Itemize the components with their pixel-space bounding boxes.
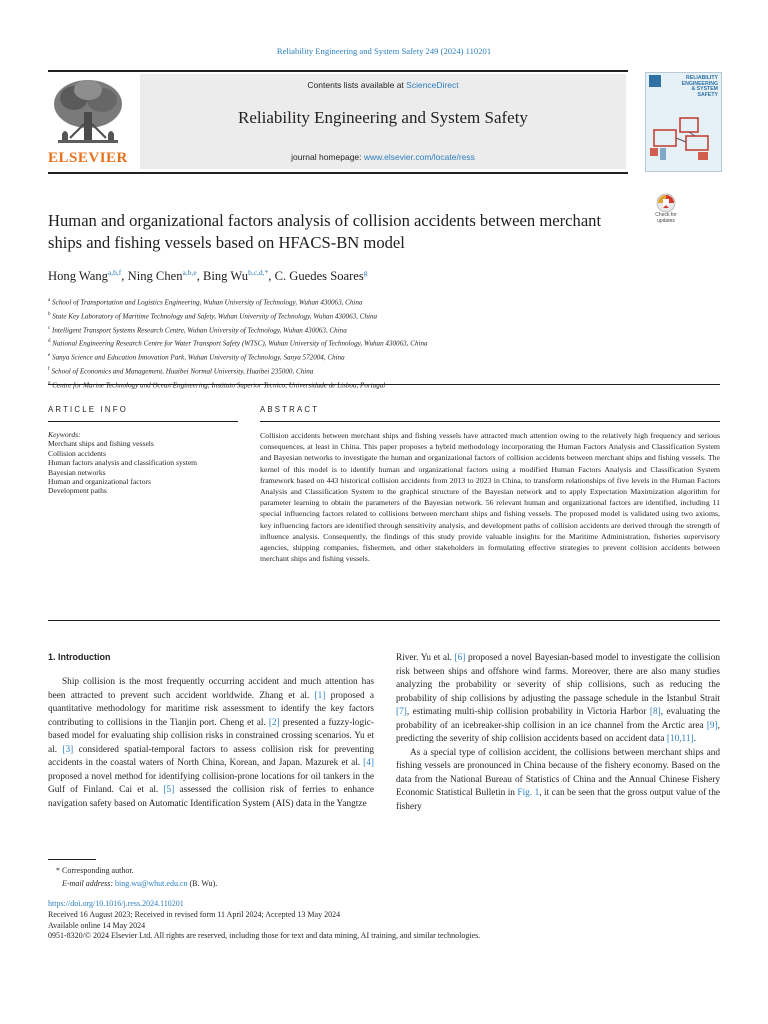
text-run: proposed a novel method for identifying collision-prone locations for oil tankers in the Gulf of Finland. Cai et al. <box>48 771 374 795</box>
keywords-block <box>48 430 238 496</box>
check-updates-icon <box>655 193 677 213</box>
citation-link[interactable]: [5] <box>163 785 175 795</box>
badge-line1: Check for <box>655 212 677 218</box>
abstract-heading: ABSTRACT <box>260 405 320 414</box>
author-separator: , <box>268 269 275 284</box>
keyword-item: Collision accidents <box>48 448 106 458</box>
footnote-email-line <box>62 878 356 891</box>
affiliation-key: e <box>48 353 51 359</box>
affiliation-item <box>48 336 648 350</box>
author-affil-link[interactable]: a,b,e <box>182 268 197 277</box>
author-name: Ning Chen <box>127 269 183 284</box>
affiliation-item <box>48 350 648 364</box>
affiliation-key: a <box>48 298 51 303</box>
keyword-item: Development paths <box>48 486 107 496</box>
text-run: . <box>693 734 696 744</box>
author-separator: , <box>196 269 203 284</box>
affiliation-item <box>48 323 648 337</box>
abstract-rule <box>260 421 720 422</box>
copyright-line: 0951-8320/© 2024 Elsevier Ltd. All rights are reserved, including those for text and data mining, AI training, and similar technologies. <box>48 931 481 941</box>
publisher-logo-text: ELSEVIER <box>48 150 128 166</box>
text-run: , it can be seen that the gross output value of the fishery <box>396 788 720 812</box>
citation-link[interactable]: [1] <box>314 690 326 701</box>
citation-link[interactable]: [6] <box>454 653 466 663</box>
affiliation-text: Intelligent Transport Systems Research Centre, Wuhan University of Technology, Wuhan 430063, China <box>52 325 347 334</box>
cover-title-line: & SYSTEM <box>691 86 718 93</box>
elsevier-tree-logo <box>48 76 128 150</box>
intro-heading: 1. Introduction <box>48 652 111 662</box>
text-run: , estimating multi-ship collision probability in Victoria Harbor <box>406 707 650 717</box>
text-run: proposed a quantitative methodology for maritime risk assessment to identify the key factors contributing to collisions in the Tianjin port. Cheng et al. <box>48 690 375 728</box>
citation-link[interactable]: [10,11] <box>666 734 694 744</box>
homepage-link[interactable]: www.elsevier.com/locate/ress <box>363 152 475 162</box>
badge-line2: updates <box>657 217 675 224</box>
affiliation-text: National Engineering Research Centre for Water Transport Safety (WTSC), Wuhan University of Technology, Wuhan 430063, China <box>52 339 428 348</box>
header-rule-top <box>48 70 628 72</box>
keyword-item: Human factors analysis and classification system <box>48 458 198 468</box>
contents-prefix: Contents lists available at <box>307 80 407 90</box>
citation-link[interactable]: [4] <box>363 758 374 768</box>
affiliation-item <box>48 364 648 378</box>
footnote-text: Corresponding author. <box>62 866 134 875</box>
cover-logo-mark <box>649 75 661 87</box>
citation-link[interactable]: [3] <box>62 744 74 755</box>
citation-link[interactable]: [2] <box>268 717 280 728</box>
figure-link[interactable]: Fig. 1 <box>517 788 540 798</box>
homepage-label: journal homepage: <box>291 152 364 162</box>
text-run: Ship collision is the most frequently occurring accident and much attention has been attracted to prevent such accident worldwide. Zhang et al. <box>48 677 374 701</box>
text-run: assessed the collision risk of ferries to enhance navigation safety based on Automatic Identification System (AIS) data in the Yangtze <box>48 785 374 809</box>
text-run: presented a fuzzy-logic-based model for evaluating ship collision risks in constrained crossing scenarios. Yu et al. <box>48 717 374 755</box>
intro-paragraph <box>396 652 720 747</box>
intro-left-column <box>48 676 374 811</box>
affiliation-key: b <box>48 311 51 317</box>
sciencedirect-link[interactable]: ScienceDirect <box>406 80 459 90</box>
author-separator: , <box>121 269 128 284</box>
affiliation-text: School of Economics and Management, Huaibei Normal University, Huaibei 235000, China <box>51 367 314 376</box>
cover-illustration <box>650 110 716 164</box>
cover-title-line: RELIABILITY <box>686 75 718 81</box>
keyword-item: Merchant ships and fishing vessels <box>48 439 154 449</box>
received-dates: Received 16 August 2023; Received in revised form 11 April 2024; Accepted 13 May 2024 <box>48 909 341 919</box>
affiliation-key: d <box>48 339 51 345</box>
author-affil-link[interactable]: b,c,d,* <box>248 268 269 277</box>
text-run: proposed a novel Bayesian-based model to investigate the collision risk between ships and offshore wind farms. Moreover, there are also many studies analyzing the probability or severity of ship collisions, such as reducing the probability of ship collisions by adjusting the passage schedule in the Istanbul Strait <box>396 653 720 704</box>
text-run: River. Yu et al. <box>396 653 455 663</box>
affiliation-item <box>48 295 648 309</box>
text-run: , evaluating the probability of an icebreaker-ship collision in an ice channel from the Arctic area <box>396 707 720 731</box>
keyword-item: Bayesian networks <box>48 467 106 477</box>
author-name: C. Guedes Soares <box>274 269 364 284</box>
intro-paragraph <box>48 676 374 811</box>
citation-link[interactable]: [8] <box>649 707 661 717</box>
cover-title-line: ENGINEERING <box>681 80 718 87</box>
email-link[interactable]: bing.wu@whut.edu.cn <box>115 878 188 888</box>
article-info-heading: ARTICLE INFO <box>48 405 128 414</box>
keywords-label: Keywords: <box>48 430 81 439</box>
article-title: Human and organizational factors analysis of collision accidents between merchant ships and fishing vessels based on HFACS-BN model <box>48 211 602 252</box>
article-meta <box>48 899 720 942</box>
affiliation-text: State Key Laboratory of Maritime Technology and Safety, Wuhan University of Technology, Wuhan 430063, China <box>52 312 378 321</box>
check-updates-badge[interactable] <box>648 193 684 227</box>
text-run: , predicting the severity of ship collision accidents based on accident data <box>396 720 720 744</box>
intro-right-column <box>396 652 720 814</box>
journal-title: Reliability Engineering and System Safety <box>238 108 528 127</box>
homepage-line <box>140 152 626 162</box>
running-header[interactable]: Reliability Engineering and System Safety 249 (2024) 110201 <box>276 46 492 56</box>
citation-link[interactable]: [7] <box>396 707 407 717</box>
affiliation-item <box>48 309 648 323</box>
text-run: considered spatial-temporal factors to assess collision risk for preventing accidents in the coastal waters of North China, Korean, and Japan. Mazurek et al. <box>48 744 374 768</box>
footnote-rule <box>48 859 96 860</box>
footnote-corresponding <box>56 865 356 878</box>
intro-paragraph <box>396 747 720 815</box>
keyword-item: Human and organizational factors <box>48 477 151 487</box>
author-list <box>48 268 648 284</box>
affiliation-text: School of Transportation and Logistics Engineering, Wuhan University of Technology, Wuhan 430063, China <box>52 298 363 307</box>
author-name: Hong Wang <box>48 269 108 284</box>
text-run: As a special type of collision accident, the collisions between merchant ships and fishing vessels are pronounced in China because of the fishery economy. Based on the data from the National Bureau of Statistics of China and the Annual Chinese Fishery Economic Statistical Bulletin in <box>396 747 720 798</box>
contents-line <box>140 80 626 90</box>
affiliation-key: f <box>48 366 50 372</box>
footnote <box>56 865 356 890</box>
section-rule <box>48 384 720 385</box>
author-affil-link[interactable]: a,b,f <box>107 268 122 277</box>
footnote-star-icon: * <box>56 866 62 875</box>
abstract-text: Collision accidents between merchant ships and fishing vessels have attracted much attention owing to the relatively high frequency and serious consequences, at least in China. This paper proposes a hybrid methodology incorporating the Human Factors Analysis and Classification System and Bayesian networks to investigate the human and organizational factors of collision accidents between merchant ships and fishing vessels. The kernel of this model is to identify human and organizational factors using a modified Human Factors Analysis and Classification System framework based on 443 historical collision accidents from 2013 to 2023 in China, to transform relationships of five levels in the Human Factors Analysis and Classification System to the graphical structure of the Bayesian network and to apply Expectation Maximization algorithm for parameter learning to obtain the parameters of the Bayesian network. 56 relevant human and organizational factors are identified, including 11 special influencing factors related to collisions between merchant ships and fishing vessels. The proposed model is validated using two axioms, key influencing factors are identified through sensitivity analysis, and development paths of collision accidents are derived through the strength of influence analysis. Consequently, the findings of this study provide valuable insights for the Maritime Administration, fisheries supervisory agencies, shipping companies, fishermen, and other stakeholders in formulating effective strategies to prevent collision accidents between merchant ships and fishing vessels. <box>260 431 720 564</box>
article-info-rule <box>48 421 238 422</box>
abstract-bottom-rule <box>48 620 720 621</box>
doi-link[interactable]: https://doi.org/10.1016/j.ress.2024.110201 <box>48 899 184 908</box>
cover-title <box>662 76 718 98</box>
header-rule-bottom <box>48 172 628 174</box>
available-online: Available online 14 May 2024 <box>48 920 146 930</box>
cover-title-line: SAFETY <box>697 91 718 98</box>
author-name: Bing Wu <box>202 269 249 284</box>
email-suffix: (B. Wu). <box>187 878 218 888</box>
citation-link[interactable]: [9] <box>706 720 718 731</box>
author-affil-link[interactable]: g <box>363 268 368 277</box>
email-label: E-mail address: <box>62 878 116 888</box>
affiliations <box>48 295 648 391</box>
affiliation-text: Sanya Science and Education Innovation Park, Wuhan University of Technology, Sanya 572004, China <box>52 353 345 362</box>
affiliation-key: c <box>48 325 51 331</box>
